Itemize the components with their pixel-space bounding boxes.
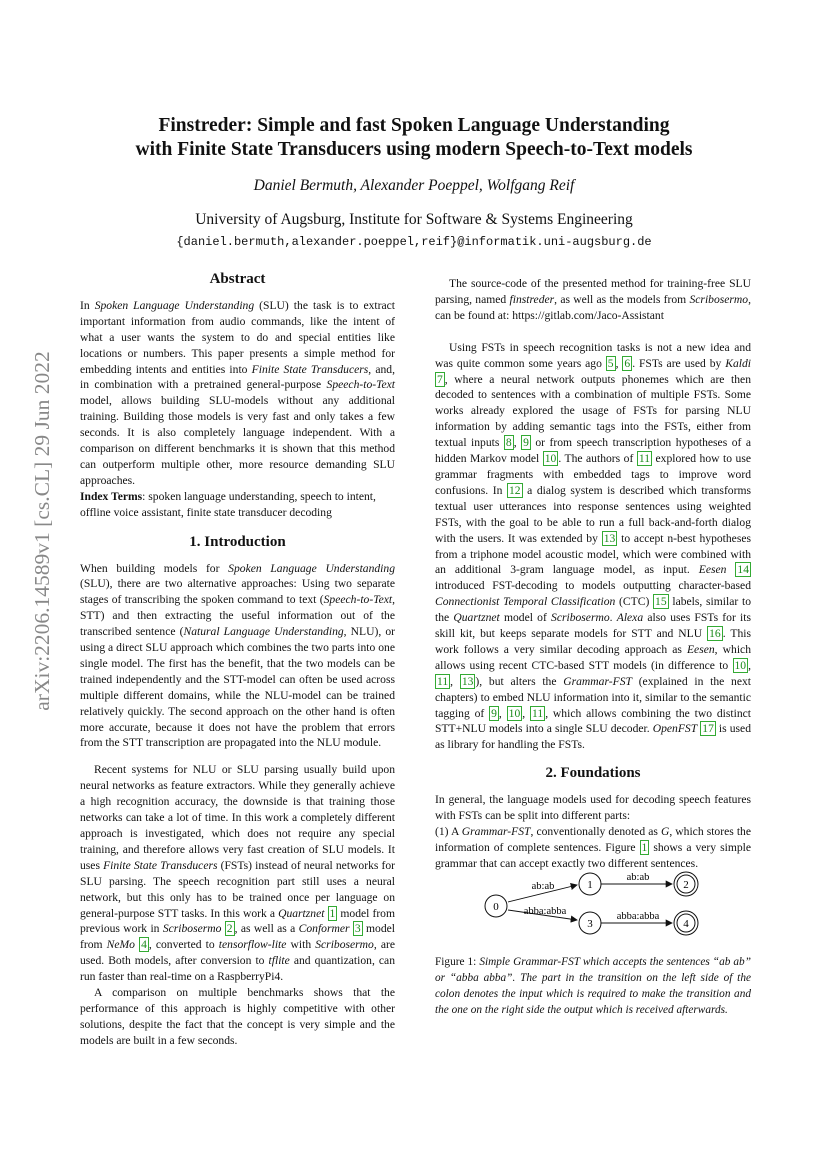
foundations-paragraph-1: In general, the language models used for decoding speech features with FSTs can be split into different parts:: [435, 793, 751, 823]
edge-label-1-2: ab:ab: [626, 872, 650, 883]
state-1-label: 1: [587, 879, 593, 891]
foundations-paragraph-2: (1) A Grammar-FST, conventionally denoted as G, which stores the information of complete sentences. Figure 1 shows a very simple grammar that can accept exactly two different sentences.: [435, 825, 751, 870]
right-column: [435, 276, 751, 872]
affiliation: University of Augsburg, Institute for Software & Systems Engineering: [195, 211, 633, 228]
left-column: [80, 272, 395, 1049]
intro-paragraph-2: Recent systems for NLU or SLU parsing usually build upon neural networks as feature extractors. While they generally achieve a high recognition accuracy, the downside is that training those networks can take a lot of time. In this work a completely different approach is investigated, which does not require any special training, and therefore allows very fast creation of SLU models. It uses Finite State Transducers (FSTs) instead of neural networks for SLU parsing. The speech recognition part still uses a neural network, but this only has to be trained once per language on general-purpose STT tasks. In this work a Quartznet 1 model from previous work in Scribosermo 2 , as well as a Conformer 3 model from NeMo 4 , converted to tensorflow-lite with Scribosermo, are used. Both models, after conversion to tflite and quantization, can run faster than real-time on a RaspberryPi4.: [80, 763, 395, 984]
title-line-2: with Finite State Transducers using modern Speech-to-Text models: [135, 139, 693, 160]
foundations-heading: 2. Foundations: [545, 765, 641, 782]
abstract-body: In Spoken Language Understanding (SLU) the task is to extract important information from audio commands, like the intent of what a user wants the system to do and special entities like locations or numbers. This paper presents a simple method for embedding intents and entities into Finite State Transducers, and, in combination with a pretrained general-purpose Speech-to-Text model, allows building SLU-models without any additional training. Building those models is very fast and only takes a few seconds. It is also completely language independent. With a comparison on different benchmarks it is shown that this method can outperform multiple other, more resource demanding SLU approaches.: [80, 298, 395, 487]
figure-1-caption: [435, 955, 751, 1019]
state-2-label: 2: [683, 879, 689, 891]
introduction-heading: 1. Introduction: [189, 533, 286, 550]
intro-paragraph-3: A comparison on multiple benchmarks shows that the performance of this approach is highly competitive with other solutions, despite the fact that the concept is very simple and the models are built in a few seconds.: [80, 986, 395, 1047]
authors: Daniel Bermuth, Alexander Poeppel, Wolfgang Reif: [253, 177, 575, 194]
edge-label-3-4: abba:abba: [616, 911, 660, 922]
index-terms-text: : spoken language understanding, speech to intent, offline voice assistant, finite state transducer decoding: [80, 489, 376, 519]
grammar-fst-figure: [470, 862, 710, 942]
paper-title: [60, 114, 768, 162]
index-terms: [80, 489, 395, 521]
arxiv-identifier: arXiv:2206.14589v1 [cs.CL] 29 Jun 2022: [30, 351, 54, 711]
edge-label-0-3: abba:abba: [523, 906, 567, 917]
state-3-label: 3: [587, 918, 593, 930]
intro-paragraph-1: When building models for Spoken Language Understanding (SLU), there are two alternative approaches: Using two separate stages of transcribing the spoken command to text (Speech-to-Text, STT) and then extracting the useful information out of the transcribed sentence (Natural Language Understanding, NLU), or using a direct SLU approach which combines the two parts into one single model. The first has the benefit, that the two models can be trained independently and the STT-model can often be used across multiple different domains, while the NLU-model can be trained relatively quickly. The second approach on the other hand is often more accurate, because it does not have the problem that errors from the STT transcription are propagated into the NLU module.: [80, 561, 396, 750]
caption-text: Simple Grammar-FST which accepts the sentences “ab ab” or “abba abba”. The part in the transition on the left side of the colon denotes the input which is required to make the transition and the one on the right side the output which is received afterwards.: [435, 956, 751, 1016]
abstract-heading: Abstract: [209, 271, 266, 287]
index-terms-label: Index Terms: [80, 489, 143, 503]
caption-label: Figure 1:: [435, 956, 477, 968]
related-work-paragraph: Using FSTs in speech recognition tasks is not a new idea and was quite common some years ago 5 , 6 . FSTs are used by Kaldi 7 , where a neural network outputs phonemes which are then decoded to sentences with a combination of multiple FSTs. Some works already explored the usage of FSTs for parsing NLU information by adding semantic tags into the FSTs, either from textual inputs 8 , 9 or from speech transcription hypotheses of a hidden Markov model 10 . The authors of 11 explored how to use grammar fragments with embedded tags to improve word confusions. In 12 a dialog system is described which transforms textual user utterances into response sentences using weighted FSTs, with the goal to be able to run a full back-and-forth dialog with the users. It was extended by 13 to accept n-best hypotheses from a triphone model acoustic model, which were combined with an additional 3-gram language model, as input. Eesen 14 introduced FST-decoding to models outputting character-based Connectionist Temporal Classification (CTC) 15 labels, similar to the Quartznet model of Scribosermo. Alexa also uses FSTs for its skill kit, but keeps separate models for STT and NLU 16 . This work follows a very similar decoding approach as Eesen, which allows using recent CTC-based STT models (in difference to 10 , 11 , 13 ), but alters the Grammar-FST (explained in the next chapters) to embed NLU information into it, similar to the semantic tagging of 9 , 10 , 11 , which allows combining the two distinct STT+NLU models into a single SLU decoder. OpenFST 17 is used as library for handling the FSTs.: [435, 340, 752, 752]
state-4-label: 4: [683, 918, 689, 930]
author-emails: {daniel.bermuth,alexander.poeppel,reif}@informatik.uni-augsburg.de: [176, 235, 652, 249]
title-line-1: Finstreder: Simple and fast Spoken Language Understanding: [158, 115, 670, 136]
state-0-label: 0: [493, 901, 499, 913]
source-code-paragraph: The source-code of the presented method for training-free SLU parsing, named finstreder, as well as the models from Scribosermo, can be found at: https://gitlab.com/Jaco-Assistant: [435, 277, 751, 322]
edge-label-0-1: ab:ab: [531, 881, 555, 892]
